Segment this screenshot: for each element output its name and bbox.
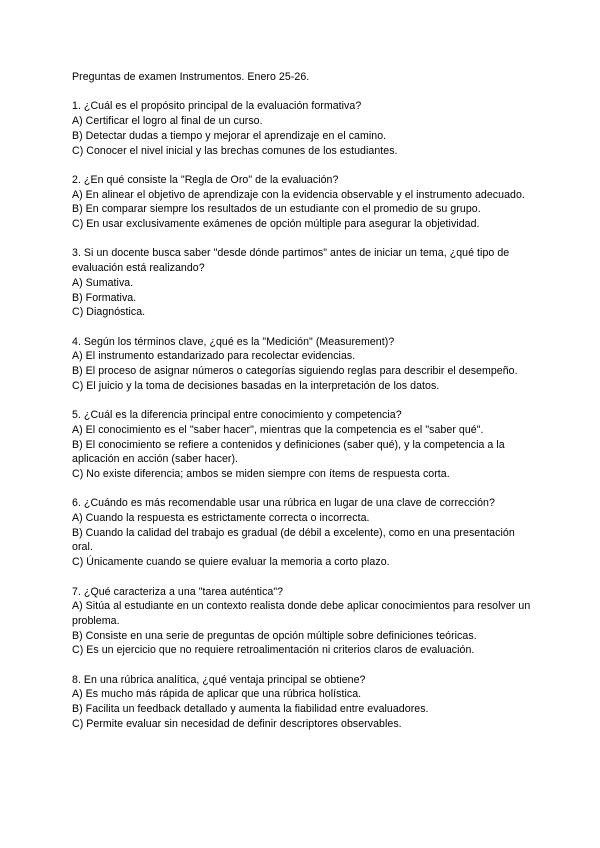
option-c: C) En usar exclusivamente exámenes de opción múltiple para asegurar la objetividad. [72,218,480,230]
option-b: B) Facilita un feedback detallado y aumenta la fiabilidad entre evaluadores. [72,703,429,716]
option-b: B) Cuando la calidad del trabajo es gradual (de débil a excelente), como en una presentación oral. [72,526,515,554]
option-b: B) En comparar siempre los resultados de un estudiante con el promedio de su grupo. [72,203,481,216]
option-a: A) Sumativa. [72,276,134,289]
option-a: A) Es mucho más rápida de aplicar que una rúbrica holística. [72,688,362,701]
option-c: C) Únicamente cuando se quiere evaluar la memoria a corto plazo. [72,556,390,569]
question-text: 6. ¿Cuándo es más recomendable usar una rúbrica en lugar de una clave de corrección? [72,497,495,510]
option-a: A) El conocimiento es el "saber hacer", mientras que la competencia es el "saber qué". [72,423,484,436]
question-text: 4. Según los términos clave, ¿qué es la "Medición" (Measurement)? [72,335,395,348]
option-c: C) El juicio y la toma de decisiones basadas en la interpretación de los datos. [72,379,440,392]
option-c: C) No existe diferencia; ambos se miden siempre con ítems de respuesta corta. [72,467,450,480]
option-c: C) Diagnóstica. [72,306,146,319]
question-text: 3. Si un docente busca saber "desde dónde partimos" antes de iniciar un tema, ¿qué tipo de evaluación está realizando? [72,247,510,275]
option-b: B) Detectar dudas a tiempo y mejorar el aprendizaje en el camino. [72,129,387,142]
question-5 [72,408,532,482]
question-text: 1. ¿Cuál es el propósito principal de la evaluación formativa? [72,100,362,113]
option-a: A) En alinear el objetivo de aprendizaje con la evidencia observable y el instrumento adecuado. [72,188,525,201]
option-a: A) Certificar el logro al final de un curso. [72,115,263,128]
question-3 [72,246,532,320]
question-text: 7. ¿Qué caracteriza a una "tarea auténtica"? [72,585,284,598]
option-a: A) Sitúa al estudiante en un contexto realista donde debe aplicar conocimientos para resolver un problema. [72,600,531,627]
option-b: B) Formativa. [72,291,137,304]
question-4 [72,335,532,394]
option-b: B) El conocimiento se refiere a contenidos y definiciones (saber qué), y la competencia a la aplicación en acción (saber hacer). [72,438,505,466]
question-2 [72,173,532,232]
question-6 [72,496,532,570]
document-title: Preguntas de examen Instrumentos. Enero 25-26. [72,71,310,83]
question-text: 2. ¿En qué consiste la "Regla de Oro" de la evaluación? [72,173,339,186]
option-b: B) El proceso de asignar números o categorías siguiendo reglas para describir el desempeño. [72,365,518,377]
option-c: C) Es un ejercicio que no requiere retroalimentación ni criterios claros de evaluación. [72,644,475,657]
question-8 [72,673,532,732]
question-7 [72,585,532,659]
question-1 [72,99,532,158]
document-page [72,70,532,732]
question-text: 5. ¿Cuál es la diferencia principal entre conocimiento y competencia? [72,409,402,422]
option-a: A) Cuando la respuesta es estrictamente correcta o incorrecta. [72,512,370,524]
option-b: B) Consiste en una serie de preguntas de opción múltiple sobre definiciones teóricas. [72,629,477,642]
option-a: A) El instrumento estandarizado para recolectar evidencias. [72,350,356,363]
option-c: C) Conocer el nivel inicial y las brechas comunes de los estudiantes. [72,144,398,157]
question-text: 8. En una rúbrica analítica, ¿qué ventaja principal se obtiene? [72,673,366,686]
option-c: C) Permite evaluar sin necesidad de definir descriptores observables. [72,717,402,730]
